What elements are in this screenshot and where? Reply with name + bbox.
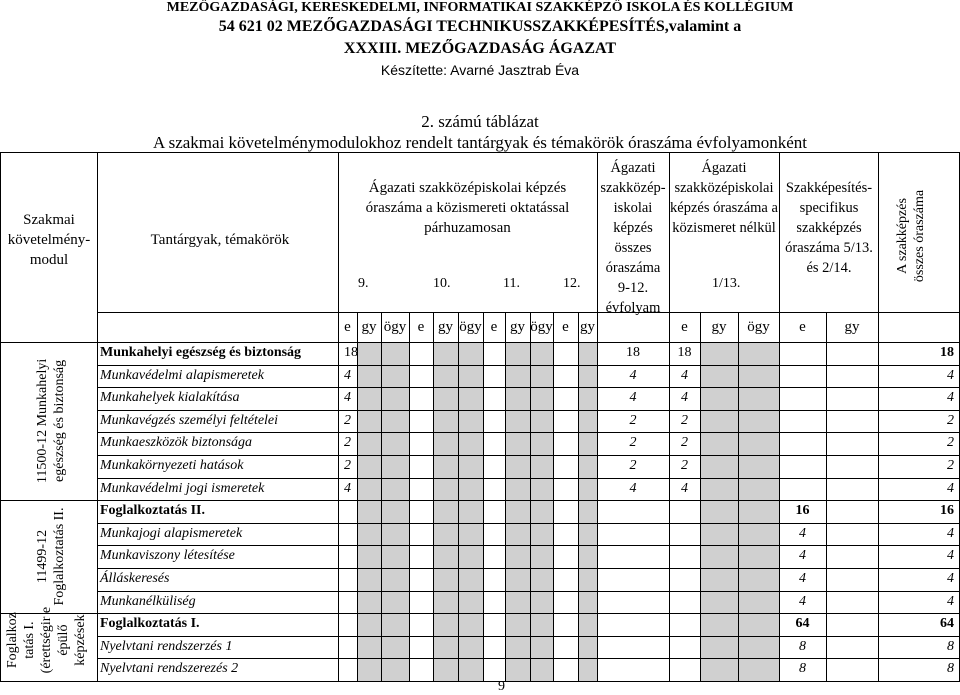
shaded-cell bbox=[579, 592, 597, 614]
cell-total-9-12: 4 bbox=[629, 367, 637, 383]
shaded-cell bbox=[459, 411, 483, 433]
cell-total: 4 bbox=[947, 367, 954, 383]
sub-header: ögy bbox=[383, 319, 407, 335]
shaded-cell bbox=[579, 366, 597, 388]
shaded-cell bbox=[739, 433, 779, 455]
cell-total: 2 bbox=[947, 412, 954, 428]
grid-line bbox=[553, 312, 554, 682]
shaded-cell bbox=[358, 501, 381, 523]
grid-line bbox=[97, 500, 960, 501]
sub-header: gy bbox=[580, 319, 595, 335]
cell-total-9-12: 2 bbox=[629, 412, 637, 428]
shaded-cell bbox=[506, 592, 530, 614]
grid-line bbox=[357, 312, 358, 682]
cell-wo-e: 2 bbox=[681, 435, 688, 451]
shaded-cell bbox=[579, 501, 597, 523]
shaded-cell bbox=[579, 479, 597, 501]
shaded-cell bbox=[434, 411, 458, 433]
cell-total: 4 bbox=[947, 593, 954, 609]
shaded-cell bbox=[739, 388, 779, 410]
row-name: Álláskeresés bbox=[100, 571, 170, 586]
cell-wo-e: 4 bbox=[681, 390, 688, 406]
shaded-cell bbox=[531, 456, 553, 478]
grid-line bbox=[878, 152, 879, 682]
row-name: Munkaviszony létesítése bbox=[100, 548, 235, 564]
shaded-cell bbox=[434, 569, 458, 591]
shaded-cell bbox=[739, 614, 779, 636]
shaded-cell bbox=[701, 546, 738, 568]
shaded-cell bbox=[358, 524, 381, 546]
sub-header: e bbox=[344, 319, 351, 335]
shaded-cell bbox=[434, 524, 458, 546]
row-name: Munkajogi alapismeretek bbox=[100, 525, 243, 541]
shaded-cell bbox=[358, 637, 381, 659]
shaded-cell bbox=[434, 479, 458, 501]
row-name: Munkakörnyezeti hatások bbox=[100, 458, 244, 473]
grid-line bbox=[505, 312, 506, 682]
shaded-cell bbox=[579, 524, 597, 546]
shaded-cell bbox=[382, 659, 409, 681]
shaded-cell bbox=[506, 637, 530, 659]
cell-total-9-12: 2 bbox=[629, 435, 637, 451]
column-header-specific: Szakképesítés-specifikus szakképzés óraszáma 5/13. és 2/14. bbox=[785, 180, 873, 276]
shaded-cell bbox=[358, 456, 381, 478]
grid-line bbox=[338, 152, 339, 682]
grid-line bbox=[458, 312, 459, 682]
sub-header: ögy bbox=[530, 319, 553, 335]
shaded-cell bbox=[739, 411, 779, 433]
shaded-cell bbox=[739, 659, 779, 681]
shaded-cell bbox=[701, 592, 738, 614]
shaded-cell bbox=[382, 637, 409, 659]
shaded-cell bbox=[434, 637, 458, 659]
grade-label: 10. bbox=[433, 276, 451, 291]
sub-header: gy bbox=[711, 319, 727, 335]
shaded-cell bbox=[434, 343, 458, 365]
column-header-without-general: Ágazati szakközépiskolai képzés óraszáma a közismeret nélkül bbox=[670, 160, 778, 236]
shaded-cell bbox=[531, 433, 553, 455]
shaded-cell bbox=[531, 366, 553, 388]
table-number: 2. számú táblázat bbox=[421, 112, 539, 131]
shaded-cell bbox=[506, 524, 530, 546]
shaded-cell bbox=[434, 366, 458, 388]
shaded-cell bbox=[531, 388, 553, 410]
row-name: Munkahelyek kialakítása bbox=[100, 390, 240, 406]
qualification-line: 54 621 02 MEZŐGAZDASÁGI TECHNIKUSSZAKKÉPESÍTÉS,valamint a bbox=[218, 18, 742, 35]
row-name: Munkavédelmi alapismeretek bbox=[100, 367, 264, 383]
shaded-cell bbox=[579, 388, 597, 410]
cell-wo-e: 4 bbox=[681, 367, 688, 383]
author-line: Készítette: Avarné Jasztrab Éva bbox=[380, 62, 580, 78]
grade-label: 11. bbox=[503, 276, 520, 291]
module-label: 11499-12 Foglalkoztatás II. bbox=[35, 507, 67, 606]
shaded-cell bbox=[382, 411, 409, 433]
shaded-cell bbox=[358, 411, 381, 433]
grid-line bbox=[409, 312, 410, 682]
grid-line bbox=[0, 681, 960, 682]
shaded-cell bbox=[506, 433, 530, 455]
shaded-cell bbox=[531, 546, 553, 568]
shaded-cell bbox=[701, 366, 738, 388]
sub-header: gy bbox=[438, 319, 453, 335]
shaded-cell bbox=[459, 433, 483, 455]
shaded-cell bbox=[531, 592, 553, 614]
cell-total: 4 bbox=[947, 548, 954, 564]
shaded-cell bbox=[701, 501, 738, 523]
page-number: 9 bbox=[498, 679, 505, 694]
shaded-cell bbox=[506, 411, 530, 433]
shaded-cell bbox=[579, 433, 597, 455]
row-name: Munkanélküliség bbox=[100, 593, 196, 609]
shaded-cell bbox=[739, 456, 779, 478]
row-name: Munkavédelmi jogi ismeretek bbox=[100, 480, 265, 496]
shaded-cell bbox=[358, 479, 381, 501]
cell-e9: 4 bbox=[344, 390, 351, 406]
row-name: Foglalkoztatás I. bbox=[100, 616, 200, 632]
shaded-cell bbox=[701, 456, 738, 478]
shaded-cell bbox=[531, 659, 553, 681]
column-header-total: A szakképzés összes óraszáma bbox=[895, 189, 927, 283]
shaded-cell bbox=[459, 524, 483, 546]
shaded-cell bbox=[382, 366, 409, 388]
sub-header: ögy bbox=[747, 319, 770, 335]
shaded-cell bbox=[506, 501, 530, 523]
cell-spec-e: 4 bbox=[799, 525, 806, 541]
shaded-cell bbox=[382, 501, 409, 523]
shaded-cell bbox=[739, 569, 779, 591]
table-caption: A szakmai követelménymodulokhoz rendelt tantárgyak és témakörök óraszáma évfolyamonként bbox=[153, 133, 807, 152]
grid-line bbox=[381, 312, 382, 682]
shaded-cell bbox=[701, 659, 738, 681]
shaded-cell bbox=[358, 343, 381, 365]
grid-line bbox=[700, 312, 701, 682]
cell-total: 64 bbox=[940, 616, 954, 632]
row-name: Munkahelyi egészség és biztonság bbox=[100, 345, 302, 360]
shaded-cell bbox=[459, 366, 483, 388]
module-label: 11500-12 Munkahelyi egészség és biztonság bbox=[35, 358, 67, 484]
column-header-module: Szakmai követelmény-modul bbox=[7, 212, 91, 268]
shaded-cell bbox=[382, 343, 409, 365]
sub-header: e bbox=[681, 319, 688, 335]
shaded-cell bbox=[701, 479, 738, 501]
grid-line bbox=[826, 312, 827, 682]
cell-spec-e: 8 bbox=[799, 638, 806, 654]
shaded-cell bbox=[459, 546, 483, 568]
cell-total: 4 bbox=[947, 480, 954, 496]
shaded-cell bbox=[701, 433, 738, 455]
shaded-cell bbox=[701, 614, 738, 636]
shaded-cell bbox=[579, 456, 597, 478]
grid-line bbox=[0, 500, 97, 501]
cell-spec-e: 4 bbox=[799, 571, 806, 586]
cell-total-9-12: 4 bbox=[629, 390, 637, 406]
grid-line bbox=[97, 152, 98, 682]
cell-total: 4 bbox=[947, 525, 954, 541]
shaded-cell bbox=[459, 614, 483, 636]
shaded-cell bbox=[382, 524, 409, 546]
cell-spec-e: 8 bbox=[799, 661, 806, 677]
cell-spec-e: 4 bbox=[799, 593, 806, 609]
cell-total: 8 bbox=[947, 638, 954, 654]
shaded-cell bbox=[382, 456, 409, 478]
row-name: Nyelvtani rendszerezés 2 bbox=[100, 661, 239, 677]
shaded-cell bbox=[382, 388, 409, 410]
shaded-cell bbox=[358, 614, 381, 636]
shaded-cell bbox=[579, 659, 597, 681]
grid-line bbox=[483, 312, 484, 682]
sub-header: e bbox=[490, 319, 498, 335]
shaded-cell bbox=[358, 659, 381, 681]
shaded-cell bbox=[701, 388, 738, 410]
row-name: Nyelvtani rendszerzés 1 bbox=[100, 638, 233, 654]
grid-line bbox=[97, 568, 960, 569]
cell-spec-e: 16 bbox=[795, 503, 810, 519]
school-name: MEZŐGAZDASÁGI, KERESKEDELMI, INFORMATIKAI SZAKKÉPZŐ ISKOLA ÉS KOLLÉGIUM bbox=[166, 0, 794, 15]
sector-line: XXXIII. MEZŐGAZDASÁG ÁGAZAT bbox=[343, 40, 617, 57]
shaded-cell bbox=[506, 343, 530, 365]
shaded-cell bbox=[434, 456, 458, 478]
shaded-cell bbox=[739, 501, 779, 523]
grade-label: 12. bbox=[563, 276, 581, 291]
shaded-cell bbox=[434, 659, 458, 681]
shaded-cell bbox=[358, 569, 381, 591]
shaded-cell bbox=[506, 479, 530, 501]
shaded-cell bbox=[531, 343, 553, 365]
shaded-cell bbox=[382, 546, 409, 568]
shaded-cell bbox=[382, 592, 409, 614]
cell-wo-e: 2 bbox=[681, 412, 688, 428]
shaded-cell bbox=[459, 343, 483, 365]
shaded-cell bbox=[506, 546, 530, 568]
shaded-cell bbox=[579, 637, 597, 659]
shaded-cell bbox=[531, 569, 553, 591]
cell-total: 2 bbox=[947, 435, 954, 451]
cell-total: 18 bbox=[940, 345, 954, 360]
shaded-cell bbox=[579, 343, 597, 365]
shaded-cell bbox=[459, 456, 483, 478]
shaded-cell bbox=[579, 546, 597, 568]
shaded-cell bbox=[531, 524, 553, 546]
shaded-cell bbox=[579, 411, 597, 433]
cell-total: 4 bbox=[947, 571, 954, 586]
sub-header: gy bbox=[361, 319, 377, 335]
shaded-cell bbox=[506, 614, 530, 636]
shaded-cell bbox=[579, 614, 597, 636]
grid-line bbox=[97, 613, 960, 614]
column-header-subjects: Tantárgyak, témakörök bbox=[150, 232, 290, 248]
shaded-cell bbox=[701, 411, 738, 433]
grid-line bbox=[97, 312, 960, 313]
shaded-cell bbox=[434, 388, 458, 410]
cell-e9: 2 bbox=[344, 458, 351, 473]
shaded-cell bbox=[739, 366, 779, 388]
cell-total: 4 bbox=[947, 390, 954, 406]
shaded-cell bbox=[506, 569, 530, 591]
grade-label: 1/13. bbox=[712, 276, 741, 291]
shaded-cell bbox=[739, 546, 779, 568]
shaded-cell bbox=[531, 614, 553, 636]
shaded-cell bbox=[506, 659, 530, 681]
shaded-cell bbox=[506, 388, 530, 410]
cell-spec-e: 4 bbox=[799, 548, 806, 564]
column-header-total-9-12: Ágazati szakközép-iskolai képzés összes óraszáma 9-12. évfolyam bbox=[600, 160, 666, 316]
cell-total: 2 bbox=[947, 458, 954, 473]
shaded-cell bbox=[459, 569, 483, 591]
shaded-cell bbox=[701, 343, 738, 365]
row-name: Munkavégzés személyi feltételei bbox=[100, 412, 279, 428]
shaded-cell bbox=[459, 501, 483, 523]
sub-header: e bbox=[562, 319, 569, 335]
cell-e9: 4 bbox=[344, 367, 351, 383]
shaded-cell bbox=[739, 524, 779, 546]
shaded-cell bbox=[434, 433, 458, 455]
shaded-cell bbox=[358, 366, 381, 388]
grid-line bbox=[0, 152, 1, 682]
cell-e9: 18 bbox=[344, 345, 358, 360]
cell-total-9-12: 18 bbox=[626, 345, 640, 360]
shaded-cell bbox=[506, 456, 530, 478]
cell-total-9-12: 2 bbox=[629, 458, 637, 473]
cell-spec-e: 64 bbox=[795, 616, 810, 632]
grid-line bbox=[738, 312, 739, 682]
shaded-cell bbox=[459, 388, 483, 410]
sub-header: e bbox=[417, 319, 425, 335]
sub-header: ögy bbox=[459, 319, 482, 335]
shaded-cell bbox=[459, 592, 483, 614]
cell-total: 16 bbox=[940, 503, 954, 519]
sub-header: gy bbox=[510, 319, 525, 335]
shaded-cell bbox=[701, 637, 738, 659]
shaded-cell bbox=[739, 637, 779, 659]
grid-line bbox=[0, 152, 960, 153]
shaded-cell bbox=[701, 524, 738, 546]
shaded-cell bbox=[382, 614, 409, 636]
grid-line bbox=[578, 312, 579, 682]
column-header-parallel: Ágazati szakközépiskolai képzés óraszáma a közismereti oktatással párhuzamosan bbox=[365, 180, 570, 236]
grade-label: 9. bbox=[358, 276, 369, 291]
shaded-cell bbox=[459, 659, 483, 681]
shaded-cell bbox=[382, 569, 409, 591]
shaded-cell bbox=[459, 637, 483, 659]
shaded-cell bbox=[459, 479, 483, 501]
cell-wo-e: 4 bbox=[681, 480, 688, 496]
sub-header: e bbox=[799, 319, 806, 335]
shaded-cell bbox=[739, 592, 779, 614]
shaded-cell bbox=[739, 343, 779, 365]
shaded-cell bbox=[382, 433, 409, 455]
module-label: Foglalkoz tatás I. (érettségir e épülő képzések bbox=[5, 606, 88, 674]
cell-e9: 4 bbox=[344, 480, 351, 496]
shaded-cell bbox=[434, 546, 458, 568]
shaded-cell bbox=[434, 592, 458, 614]
sub-header: gy bbox=[844, 319, 860, 335]
cell-e9: 2 bbox=[344, 412, 351, 428]
cell-wo-e: 18 bbox=[677, 345, 692, 360]
shaded-cell bbox=[358, 433, 381, 455]
row-name: Foglalkoztatás II. bbox=[100, 503, 205, 519]
shaded-cell bbox=[531, 479, 553, 501]
shaded-cell bbox=[434, 501, 458, 523]
cell-total-9-12: 4 bbox=[629, 480, 637, 496]
cell-total: 8 bbox=[947, 661, 954, 677]
grid-line bbox=[97, 591, 960, 592]
shaded-cell bbox=[579, 569, 597, 591]
row-name: Munkaeszközök biztonsága bbox=[100, 435, 253, 451]
cell-e9: 2 bbox=[344, 435, 351, 451]
shaded-cell bbox=[358, 592, 381, 614]
shaded-cell bbox=[382, 479, 409, 501]
shaded-cell bbox=[739, 479, 779, 501]
shaded-cell bbox=[701, 569, 738, 591]
shaded-cell bbox=[531, 411, 553, 433]
shaded-cell bbox=[358, 546, 381, 568]
shaded-cell bbox=[531, 501, 553, 523]
shaded-cell bbox=[506, 366, 530, 388]
shaded-cell bbox=[531, 637, 553, 659]
cell-wo-e: 2 bbox=[681, 458, 688, 473]
shaded-cell bbox=[358, 388, 381, 410]
shaded-cell bbox=[434, 614, 458, 636]
grid-line bbox=[433, 312, 434, 682]
grid-line bbox=[530, 312, 531, 682]
